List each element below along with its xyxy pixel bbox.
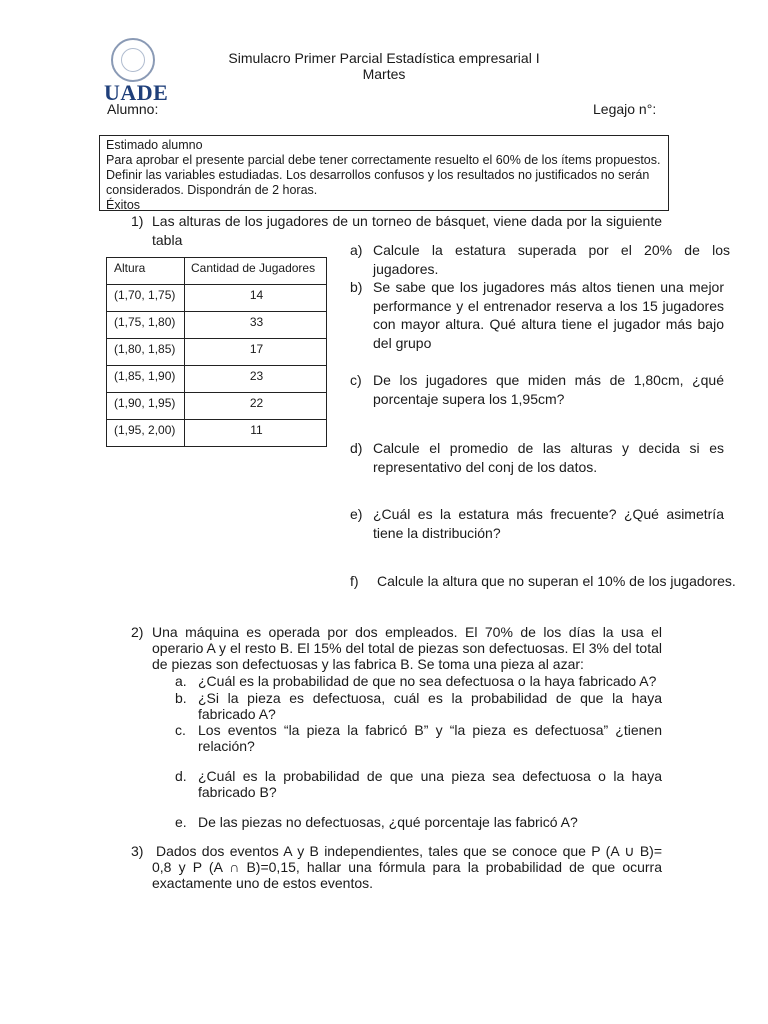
- table-cell: (1,75, 1,80): [107, 312, 185, 339]
- table-cell: (1,85, 1,90): [107, 366, 185, 393]
- logo-wordmark: UADE: [104, 80, 169, 105]
- table-header-row: [107, 258, 327, 285]
- table-header-cell: Altura: [107, 258, 185, 285]
- exam-title: Simulacro Primer Parcial Estadística empresarial I: [228, 50, 540, 66]
- table-cell: 22: [185, 393, 327, 420]
- table-row: [107, 312, 327, 339]
- table-cell: 23: [185, 366, 327, 393]
- q1-item-c: De los jugadores que miden más de 1,80cm, ¿qué porcentaje supera los 1,95cm?: [373, 372, 724, 407]
- q2-item-a: ¿Cuál es la probabilidad de que no sea defectuosa o la haya fabricado A?: [198, 673, 657, 689]
- table-cell: 14: [185, 285, 327, 312]
- q2-item-label: e.: [175, 814, 187, 830]
- q1-item-label: e): [350, 506, 363, 522]
- q2-item-label: d.: [175, 768, 187, 784]
- instructions-greeting: Estimado alumno: [106, 138, 203, 152]
- q1-item-label: d): [350, 440, 363, 456]
- instructions-body: Para aprobar el presente parcial debe tener correctamente resuelto el 60% de los ítems propuestos. Definir las variables estudiadas. Los desarrollos confusos y los resultados no justificados no serán considerados. Dispondrán de 2 horas.: [106, 153, 661, 197]
- student-label: Alumno:: [107, 101, 159, 117]
- table-row: [107, 366, 327, 393]
- q1-item-f: Calcule la altura que no superan el 10% de los jugadores.: [377, 573, 736, 589]
- table-header-cell: Cantidad de Jugadores: [185, 258, 327, 285]
- q1-item-e: ¿Cuál es la estatura más frecuente? ¿Qué asimetría tiene la distribución?: [373, 506, 724, 541]
- q2-item-label: b.: [175, 690, 187, 706]
- q2-item-c: Los eventos “la pieza la fabricó B” y “la pieza es defectuosa” ¿tienen relación?: [198, 722, 662, 754]
- q1-intro: Las alturas de los jugadores de un torneo de básquet, viene dada por la siguiente tabla: [152, 213, 662, 248]
- q2-item-b: ¿Si la pieza es defectuosa, cuál es la probabilidad de que la haya fabricado A?: [198, 690, 662, 722]
- q2-item-label: a.: [175, 673, 187, 689]
- q3-number: 3): [131, 843, 144, 859]
- exam-day: Martes: [362, 66, 406, 82]
- instructions-closing: Éxitos: [106, 198, 141, 212]
- table-row: [107, 420, 327, 447]
- q2-item-d: ¿Cuál es la probabilidad de que una pieza sea defectuosa o la haya fabricado B?: [198, 768, 662, 800]
- table-cell: (1,80, 1,85): [107, 339, 185, 366]
- q1-number: 1): [131, 213, 144, 229]
- q1-item-label: f): [350, 573, 359, 589]
- table-cell: (1,95, 2,00): [107, 420, 185, 447]
- table-cell: 17: [185, 339, 327, 366]
- q2-item-label: c.: [175, 722, 186, 738]
- q2-intro: Una máquina es operada por dos empleados. El 70% de los días la usa el operario A y el resto B. El 15% del total de piezas son defectuosas. El 3% del total de piezas son defectuosas y las fabrica B. Se toma una pieza al azar:: [152, 624, 662, 672]
- table-cell: 11: [185, 420, 327, 447]
- q1-item-d: Calcule el promedio de las alturas y decida si es representativo del conj de los datos.: [373, 440, 724, 475]
- table-row: [107, 393, 327, 420]
- legajo-label: Legajo n°:: [593, 101, 657, 117]
- table-cell: (1,90, 1,95): [107, 393, 185, 420]
- heights-table: [106, 257, 327, 447]
- q2-number: 2): [131, 624, 144, 640]
- q1-item-label: b): [350, 279, 363, 295]
- instructions-box: [99, 135, 669, 211]
- table-cell: 33: [185, 312, 327, 339]
- q1-item-label: c): [350, 372, 362, 388]
- q1-item-a: Calcule la estatura superada por el 20% de los jugadores.: [373, 242, 730, 277]
- q2-item-e: De las piezas no defectuosas, ¿qué porcentaje las fabricó A?: [198, 814, 578, 830]
- q3-text: Dados dos eventos A y B independientes, tales que se conoce que P (A ∪ B)= 0,8 y P (A ∩ B)=0,15, hallar una fórmula para la probabilidad de que ocurra exactamente uno de estos eventos.: [152, 843, 662, 891]
- table-cell: (1,70, 1,75): [107, 285, 185, 312]
- q1-item-b: Se sabe que los jugadores más altos tienen una mejor performance y el entrenador reserva a los 15 jugadores con mayor altura. Qué altura tiene el jugador más bajo del grupo: [373, 279, 724, 351]
- table-row: [107, 339, 327, 366]
- table-row: [107, 285, 327, 312]
- q1-item-label: a): [350, 242, 363, 258]
